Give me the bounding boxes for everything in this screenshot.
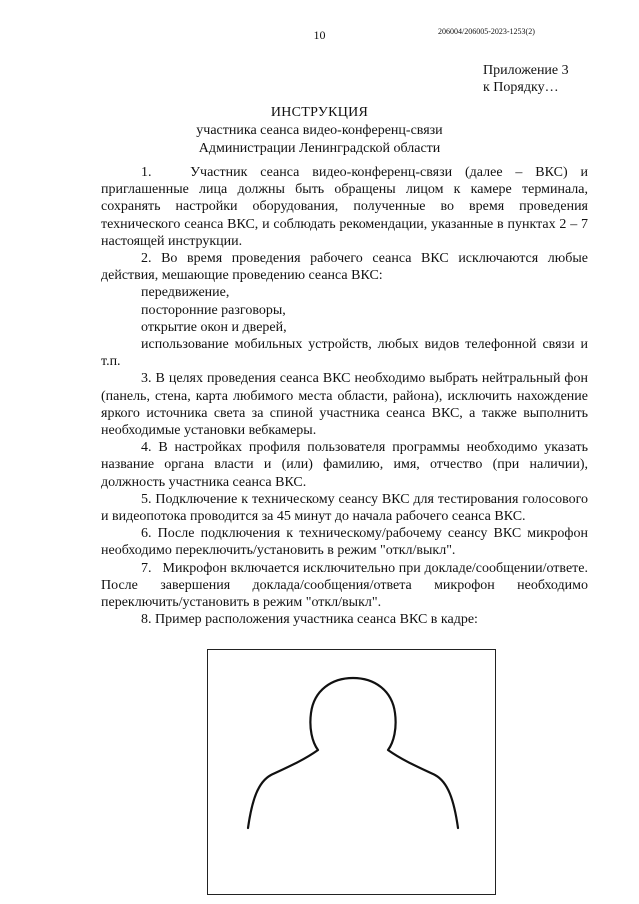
document-id: 206004/206005-2023-1253(2)	[438, 27, 535, 36]
paragraph-5: 5. Подключение к техническому сеансу ВКС для тестирования голосового и видеопотока проводится за 45 минут до начала рабочего сеанса ВКС.	[101, 491, 588, 525]
paragraph-7: 7. Микрофон включается исключительно при докладе/сообщении/ответе. После завершения доклада/сообщения/ответа микрофон необходимо переключить/установить в режим "откл/выкл".	[101, 560, 588, 611]
list-item: открытие окон и дверей,	[141, 319, 287, 335]
camera-frame-example	[207, 649, 496, 895]
paragraph-6: 6. После подключения к техническому/рабочему сеансу ВКС микрофон необходимо переключить/установить в режим "откл/выкл".	[101, 526, 588, 559]
document-title	[0, 104, 639, 158]
paragraph-1: 1. Участник сеанса видео-конференц-связи (далее – ВКС) и приглашенные лица должны быть обращены лицом к камере терминала, сохранять настройки оборудования, полученные во время проведения технического сеанса ВКС, и соблюдать рекомендации, указанные в пунктах 2 – 7 настоящей инструкции.	[101, 165, 588, 249]
list-item: использование мобильных устройств, любых видов телефонной связи и т.п.	[101, 337, 588, 370]
appendix-reference	[483, 62, 569, 96]
paragraph-2: 2. Во время проведения рабочего сеанса ВКС исключаются любые действия, мешающие проведению сеанса ВКС:	[101, 251, 588, 284]
instruction-body	[101, 164, 588, 628]
paragraph-4: 4. В настройках профиля пользователя программы необходимо указать название органа власти и (или) фамилию, имя, отчество (при наличии), должность участника сеанса ВКС.	[101, 440, 588, 490]
person-silhouette-icon	[208, 650, 497, 896]
title-main: ИНСТРУКЦИЯ	[270, 105, 369, 120]
title-subtitle-2: Администрации Ленинградской области	[198, 141, 441, 156]
paragraph-3: 3. В целях проведения сеанса ВКС необходимо выбрать нейтральный фон (панель, стена, карта любимого места области, района), исключить нахождение яркого источника света за спиной участника сеанса ВКС, а также выполнить необходимые установки вебкамеры.	[101, 371, 588, 439]
page-number: 10	[313, 28, 326, 42]
title-subtitle-1: участника сеанса видео-конференц-связи	[196, 123, 443, 138]
appendix-line-1: Приложение 3	[483, 63, 569, 78]
paragraph-8: 8. Пример расположения участника сеанса ВКС в кадре:	[141, 612, 478, 628]
list-item: передвижение,	[141, 285, 230, 301]
appendix-line-2: к Порядку…	[483, 80, 559, 95]
list-item: посторонние разговоры,	[141, 302, 286, 318]
